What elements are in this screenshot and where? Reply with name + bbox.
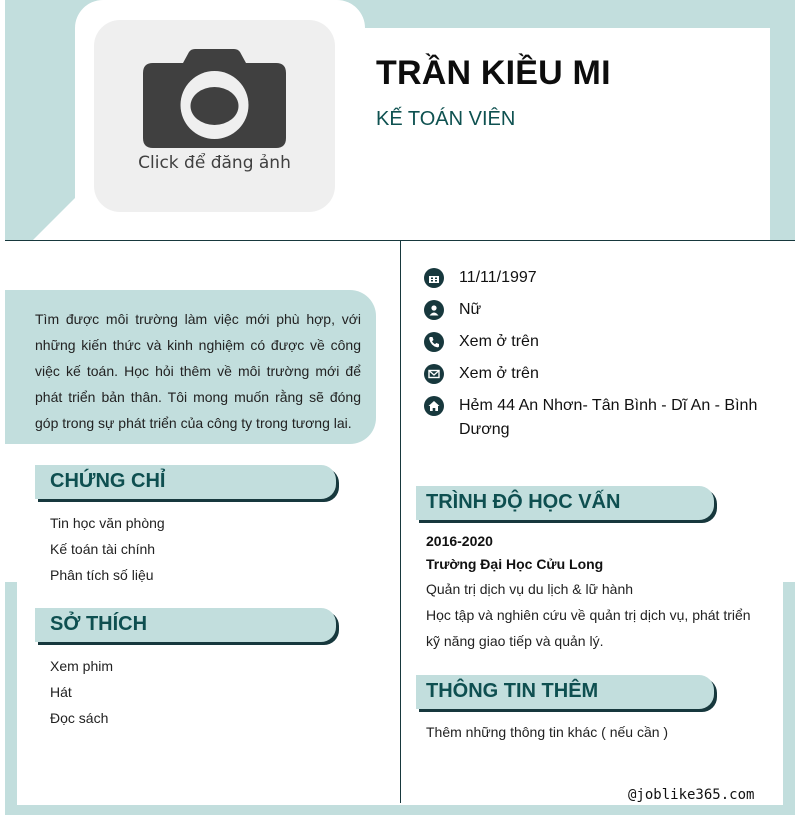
email-icon <box>424 364 444 384</box>
additional-info-text[interactable]: Thêm những thông tin khác ( nếu cần ) <box>426 724 669 740</box>
education-heading <box>416 486 714 520</box>
email[interactable]: Xem ở trên <box>459 365 539 382</box>
additional-info-heading <box>416 675 714 709</box>
user-icon <box>424 300 444 320</box>
certificate-item[interactable]: Kế toán tài chính <box>50 541 156 557</box>
photo-frame-tail <box>33 198 75 240</box>
additional-info-heading-label: THÔNG TIN THÊM <box>426 680 599 702</box>
candidate-name[interactable]: TRẦN KIỀU MI <box>376 54 611 92</box>
hobby-item[interactable]: Hát <box>50 684 72 700</box>
hobby-item[interactable]: Xem phim <box>50 658 114 674</box>
photo-upload[interactable] <box>94 20 335 212</box>
camera-icon <box>143 49 286 148</box>
gender[interactable]: Nữ <box>459 301 482 318</box>
column-divider <box>400 241 401 803</box>
job-title[interactable]: KẾ TOÁN VIÊN <box>376 108 516 130</box>
hobbies-heading <box>35 608 336 642</box>
career-objective[interactable] <box>5 290 376 444</box>
home-icon <box>424 396 444 416</box>
frame-bottom <box>5 805 795 815</box>
education-heading-label: TRÌNH ĐỘ HỌC VẤN <box>426 491 621 513</box>
career-objective-text: Tìm được môi trường làm việc mới phù hợp, với những kiến thức và kinh nghiệm có được về công việc kế toán. Học hỏi thêm về môi trường mới để phát triển bản thân. Tôi mong muốn rằng sẽ đóng góp trong sự phát triển của công ty trong tương lai. <box>35 311 361 431</box>
education-school[interactable]: Trường Đại Học Cửu Long <box>426 556 604 572</box>
date-of-birth[interactable]: 11/11/1997 <box>459 269 537 286</box>
education-description[interactable]: Học tập và nghiên cứu về quản trị dịch vụ, phát triển kỹ năng giao tiếp và quản lý. <box>426 607 751 649</box>
address-line-1[interactable]: Hẻm 44 An Nhơn- Tân Bình - Dĩ An - Bình <box>459 397 758 414</box>
certificate-item[interactable]: Phân tích số liệu <box>50 567 154 583</box>
frame-right <box>783 582 795 815</box>
frame-left <box>5 582 17 815</box>
address-line-2[interactable]: Dương <box>459 421 510 438</box>
hobbies-heading-label: SỞ THÍCH <box>50 613 148 635</box>
photo-area <box>75 0 365 240</box>
phone-icon <box>424 332 444 352</box>
education-years[interactable]: 2016-2020 <box>426 533 493 549</box>
certificate-item[interactable]: Tin học văn phòng <box>50 515 165 531</box>
watermark: @joblike365.com <box>628 787 755 803</box>
phone[interactable]: Xem ở trên <box>459 333 539 350</box>
certificates-heading <box>35 465 336 499</box>
hobby-item[interactable]: Đọc sách <box>50 710 109 726</box>
certificates-heading-label: CHỨNG CHỈ <box>50 470 166 492</box>
photo-upload-label: Click để đăng ảnh <box>138 153 291 173</box>
education-major[interactable]: Quản trị dịch vụ du lịch & lữ hành <box>426 581 634 597</box>
calendar-icon <box>424 268 444 288</box>
